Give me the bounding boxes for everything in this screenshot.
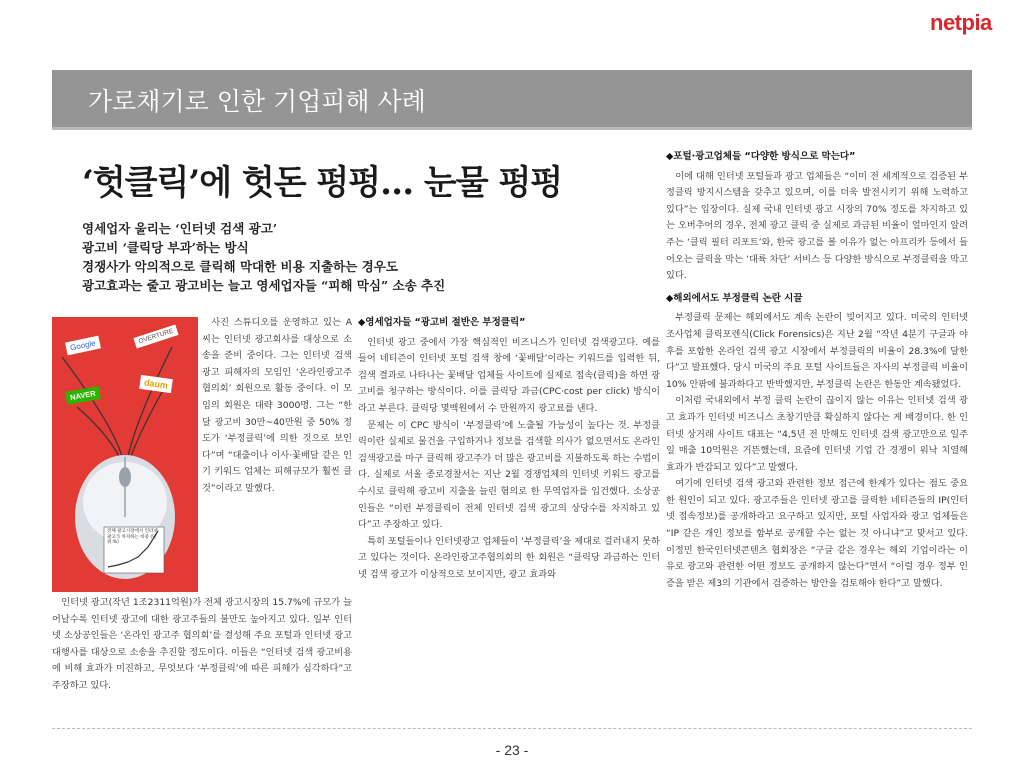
subhead-1: 영세업자 울리는 ‘인터넷 검색 광고’: [82, 221, 278, 236]
page-number: - 23 -: [495, 742, 529, 758]
subhead-4: 광고효과는 줄고 광고비는 늘고 영세업자들 “피해 막심” 소송 추진: [82, 278, 446, 293]
col-c-heading-2: ◆해외에서도 부정클릭 논란 시끌: [666, 292, 803, 304]
col-a-paragraph: 사진 스튜디오를 운영하고 있는 A씨는 인터넷 광고회사를 대상으로 소송을 준비 중이다. 그는 인터넷 검색 광고 피해자의 모임인 ‘온라인광고주 협의회’ 회원으로 활동 중이다. 이 모임의 회원은 대략 3000명. 그는 “한 달 광고비 30만~40만원 중 50% 정도가 ‘부정클릭’에 의한 것으로 보인다”며 “대출이나 이사·꽃배달 같은 인기 키워드 업체는 피해규모가 훨씬 클 것”이라고 말했다.: [202, 317, 352, 494]
col-c-paragraph-2: 부정클릭 문제는 해외에서도 계속 논란이 빚어지고 있다. 미국의 인터넷 조사업체 클릭포렌식(Click Forensics)은 지난 2월 “작년 4분기 구글과 야후를 포함한 온라인 검색 광고 시장에서 부정클릭의 비율이 28.3%에 달한다”고 발표했다. 당시 미국의 주요 포털 사이트들은 자사의 부정클릭 비율이 10% 안팎에 불과하다고 반박했지만, 부정클릭 논란은 한동안 계속됐었다.: [666, 312, 968, 390]
subhead-2: 광고비 ‘클릭당 부과’하는 방식: [82, 240, 249, 255]
col-b-paragraph-2: 문제는 이 CPC 방식이 ‘부정클릭’에 노출될 가능성이 높다는 것. 부정클릭이란 실제로 물건을 구입하거나 정보를 검색할 의사가 없으면서도 온라인 검색광고를 마구 클릭해 광고주가 더 많은 광고비를 지불하도록 하는 수법이다. 실제로 서울 종로경찰서는 지난 2월 경쟁업체의 인터넷 키워드 광고를 수시로 클릭해 광고비 지출을 늘린 혐의로 한 무역업자를 입건했다. 소상공인들은 “이런 부정클릭이 전체 인터넷 검색 광고의 상당수를 차지하고 있다”고 주장하고 있다.: [358, 419, 660, 531]
col-b-paragraph-3: 특히 포털들이나 인터넷광고 업체들이 ‘부정클릭’을 제대로 걸러내지 못하고 있다는 것이다. 온라인광고주협의회의 한 회원은 “클릭당 과금하는 인터넷 검색 광고가 이상적으로 보이지만, 광고 효과와: [358, 535, 660, 580]
column-b: [358, 315, 660, 584]
google-badge: Google: [65, 336, 101, 356]
daum-badge: daum: [139, 375, 173, 393]
footer-divider: [52, 728, 972, 729]
naver-badge: NAVER: [65, 386, 100, 405]
mouse-graphic-svg: [52, 317, 198, 592]
netpia-logo: netpia: [930, 10, 992, 35]
col-b-heading: ◆영세업자들 “광고비 절반은 부정클릭”: [358, 317, 526, 328]
col-c-paragraph-1: 이에 대해 인터넷 포털들과 광고 업체들은 “이미 전 세계적으로 검증된 부정클릭 방지시스템을 갖추고 있으며, 이를 더욱 발전시키기 위해 노력하고 있다”는 입장이다. 실제 국내 인터넷 광고 시장의 70% 정도를 차지하고 있는 오버추어의 경우, 전체 광고 클릭 중 실제로 과금된 비율이 얼마인지 알려주는 ‘클릭 필터 리포트’와, 한국 광고를 볼 이유가 없는 아프리카 등에서 들어오는 클릭을 막는 ‘대륙 차단’ 서비스 등 다양한 방식으로 부정클릭을 막고 있다.: [666, 170, 968, 282]
col-b-paragraph-1: 인터넷 광고 중에서 가장 핵심적인 비즈니스가 인터넷 검색광고다. 예를 들어 네티즌이 인터넷 포털 검색 창에 ‘꽃배달’이라는 키워드를 입력한 뒤, 검색 결과로 나타나는 꽃배달 업체들 사이트에 실제로 접속(클릭)을 하면 광고비를 청구하는 방식이다. 이를 클릭당 과금(CPC·cost per click) 방식이라고 부른다. 클릭당 몇백원에서 수 만원까지 광고료를 낸다.: [358, 336, 660, 414]
column-c: [666, 149, 968, 592]
col-c-heading-1: ◆포털·광고업체들 “다양한 방식으로 막는다”: [666, 151, 856, 162]
column-a: [202, 315, 352, 498]
inset-chart-caption: 전체 광고시장에서 인터넷광고가 차지하는 비중 (단위:%): [107, 529, 158, 545]
col-a2-paragraph: 인터넷 광고(작년 1조2311억원)가 전체 광고시장의 15.7%에 규모가 늘어날수록 인터넷 광고에 대한 광고주들의 불만도 높아지고 있다. 일부 인터넷 소상공인들은 ‘온라인 광고주 협의회’를 결성해 주요 포털과 인터넷 광고 대행사를 대상으로 소송을 추진할 정도이다. 이들은 “인터넷 검색 광고비용에 비해 효과가 미진하고, 무엇보다 ‘부정클릭’에 따른 피해가 심각하다”고 주장하고 있다.: [52, 597, 352, 691]
subhead-3: 경쟁사가 악의적으로 클릭해 막대한 비용 지출하는 경우도: [82, 259, 398, 274]
column-a-continued: [52, 595, 352, 695]
slide-title: 가로채기로 인한 기업피해 사례: [88, 87, 426, 116]
title-banner: [52, 70, 972, 130]
article-subheads: [82, 219, 502, 295]
newspaper-clipping: [52, 145, 972, 725]
col-c-paragraph-3: 이처럼 국내외에서 부정 클릭 논란이 끊이지 않는 이유는 인터넷 검색 광고 효과가 인터넷 비즈니스 초창기만큼 확실하지 않다는 게 배경이다. 한 인터넷 상거래 사이트 대표는 “4,5년 전 만해도 인터넷 검색 광고만으로 일주일 매출 10억원은 거뜬했는데, 요즘에 인터넷 기업 간 경쟁이 워낙 치열해 효과가 반감되고 있다”고 말했다.: [666, 395, 968, 473]
article-headline: ‘헛클릭’에 헛돈 펑펑… 눈물 펑펑: [82, 163, 563, 203]
col-c-paragraph-4: 여기에 인터넷 검색 광고와 관련한 정보 접근에 한계가 있다는 점도 중요한 원인이 되고 있다. 광고주들은 인터넷 광고를 클릭한 네티즌들의 IP(인터넷 접속정보)를 공개하라고 요구하고 있지만, 포털 사업자와 광고 업체들은 “IP 같은 개인 정보를 함부로 공개할 수는 없는 것 아니냐”고 맞서고 있다. 이정민 한국인터넷콘텐츠 협회장은 “구글 같은 경우는 해외 기업이라는 이유로 광고와 관련한 어떤 정보도 공개하지 않는다”면서 “이럴 경우 정부 인증을 받은 제3의 기관에서 검증하는 방안을 검토해야 한다”고 말했다.: [666, 478, 968, 589]
overture-badge: OVERTURE: [133, 324, 178, 348]
mouse-illustration: [52, 317, 198, 592]
